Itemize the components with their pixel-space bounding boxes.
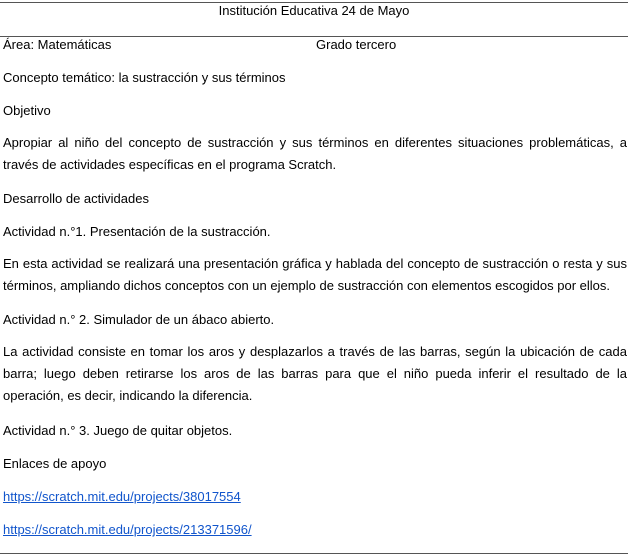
- support-link-2[interactable]: https://scratch.mit.edu/projects/213371596/: [3, 522, 252, 537]
- institution-title: Institución Educativa 24 de Mayo: [218, 3, 410, 18]
- objective-text: Apropiar al niño del concepto de sustracción y sus términos en diferentes situaciones problemáticas, a través de actividades específicas en el programa Scratch.: [3, 135, 627, 172]
- support-link-1[interactable]: https://scratch.mit.edu/projects/38017554: [3, 489, 241, 504]
- activity-3-title: Actividad n.° 3. Juego de quitar objetos.: [3, 423, 233, 438]
- activity-1-text: En esta actividad se realizará una presentación gráfica y hablada del concepto de sustracción o resta y sus términos, ampliando dichos conceptos con un ejemplo de sustracción con elementos escogidos por ellos.: [3, 256, 627, 293]
- bottom-rule: [0, 553, 628, 554]
- area-label: Área: Matemáticas: [3, 37, 112, 52]
- activities-heading: Desarrollo de actividades: [3, 191, 149, 206]
- activity-1-title: Actividad n.°1. Presentación de la sustracción.: [3, 224, 271, 239]
- support-heading: Enlaces de apoyo: [3, 456, 107, 471]
- objective-heading: Objetivo: [3, 103, 51, 118]
- concept-label: Concepto temático: la sustracción y sus términos: [3, 70, 286, 85]
- grade-label: Grado tercero: [316, 37, 397, 52]
- activity-2-title: Actividad n.° 2. Simulador de un ábaco abierto.: [3, 312, 275, 327]
- activity-2-text: La actividad consiste en tomar los aros y desplazarlos a través de las barras, según la ubicación de cada barra; luego deben retirarse los aros de las barras para que el niño pueda inferir el resultado de la operación, es decir, indicando la diferencia.: [3, 344, 627, 403]
